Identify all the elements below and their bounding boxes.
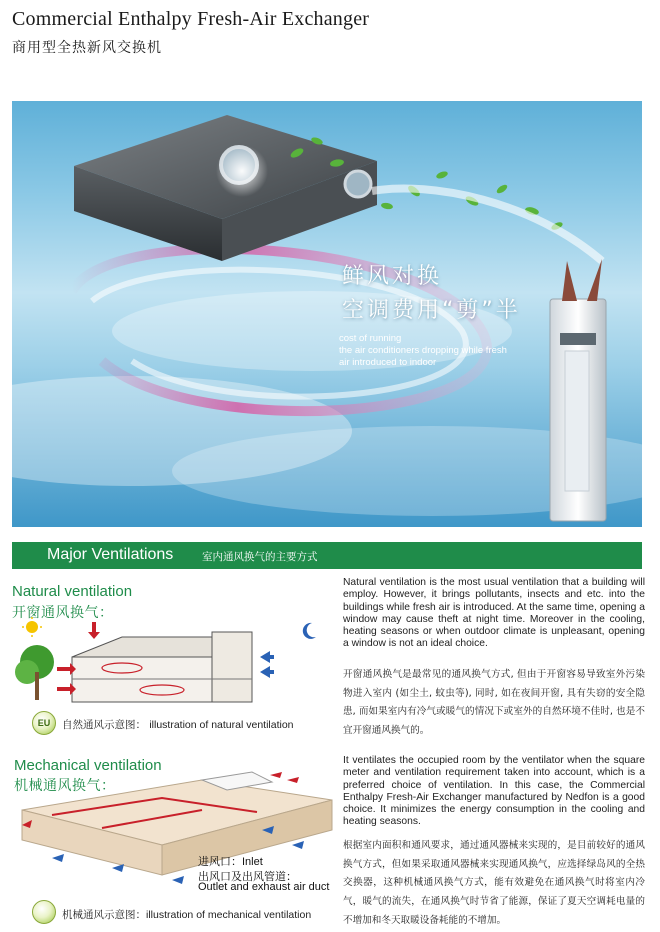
natural-caption [62, 717, 294, 732]
natural-ventilation-diagram [12, 617, 330, 707]
natural-paragraph-cn: 开窗通风换气是最常见的通风换气方式, 但由于开窗容易导致室外污染物进入室内 (如尘土, 蚊虫等), 同时, 如在夜间开窗, 具有失窃的安全隐患, 而如果室内有冷气或暖气的情况下或室外的自然环境不佳时, 也是不宜开窗通风换气的。 [343, 669, 645, 737]
hero-caption-line-3: air introduced to indoor [339, 357, 437, 368]
hero-slogan-line-1: 鲜风对换 [342, 264, 443, 289]
mechanical-caption [62, 907, 311, 922]
page-title: Commercial Enthalpy Fresh-Air Exchanger [12, 8, 370, 30]
hero-illustration [12, 101, 642, 527]
eu-badge-icon [32, 711, 56, 735]
natural-caption-cn: 自然通风示意图： [62, 719, 146, 731]
hero-caption [339, 333, 529, 369]
natural-title: Natural ventilation [12, 583, 133, 600]
hero-slogan-line-2: 空调费用“剪”半 [342, 298, 521, 323]
mechanical-title: Mechanical ventilation [14, 757, 162, 774]
eu-badge-label: EU [37, 718, 51, 728]
natural-caption-en: illustration of natural ventilation [149, 719, 294, 731]
mechanical-title-cn: 机械通风换气： [14, 778, 116, 794]
page-subtitle-cn: 商用型全热新风交换机 [12, 40, 162, 56]
hero-caption-line-2: the air conditioners dropping while fresh [339, 345, 507, 356]
outlet-label-cn: 出风口及出风管道： [198, 870, 297, 883]
natural-title-cn: 开窗通风换气： [12, 605, 114, 621]
section-title: Major Ventilations [47, 546, 174, 563]
inlet-label-en: Inlet [242, 856, 263, 868]
mechanical-caption-cn: 机械通风示意图： [62, 909, 146, 921]
section-subtitle-cn: 室内通风换气的主要方式 [202, 551, 318, 563]
mechanical-caption-en: illustration of mechanical ventilation [146, 909, 312, 921]
hero-image [12, 101, 642, 527]
inlet-label-cn: 进风口： [198, 855, 242, 868]
outlet-label-en: Outlet and exhaust air duct [198, 881, 330, 893]
mechanical-paragraph-en: It ventilates the occupied room by the ventilator when the square meter and ventilation requirement taken into account, which is a preferred choice of ventilation. In this case, the Commercial Enthalpy Fresh-Air Exchanger manufactured by Nedfon is a good choice. It minimizes the energy consumption in the cooling and heating seasons. [343, 755, 645, 828]
natural-paragraph-en: Natural ventilation is the most usual ventilation that a building will employ. However, it brings pollutants, insects and etc. into the buildings while fresh air is introduced. At the same time, opening a window may cause theft at night time. Moreover in the cooling, heating seasons or when outdoor climate is unpleasant, opening a window is not an ideal choice. [343, 577, 645, 650]
inlet-label [198, 853, 263, 869]
mechanical-badge-icon [32, 900, 56, 924]
hero-caption-line-1: cost of running [339, 333, 402, 344]
mechanical-paragraph-cn: 根据室内面积和通风要求，通过通风器械来实现的，是目前较好的通风换气方式，但如果采取通风器械来实现通风换气，应选择绿岛风的全热交换器，这种机械通风换气方式，能有效避免在通风换气时将室内冷气，暖气的流失，在通风换气时节省了能源，保证了夏天空调耗电量的不增加和冬天取暖设备耗能的不增加。 [343, 840, 645, 926]
section-header-band [12, 542, 642, 569]
